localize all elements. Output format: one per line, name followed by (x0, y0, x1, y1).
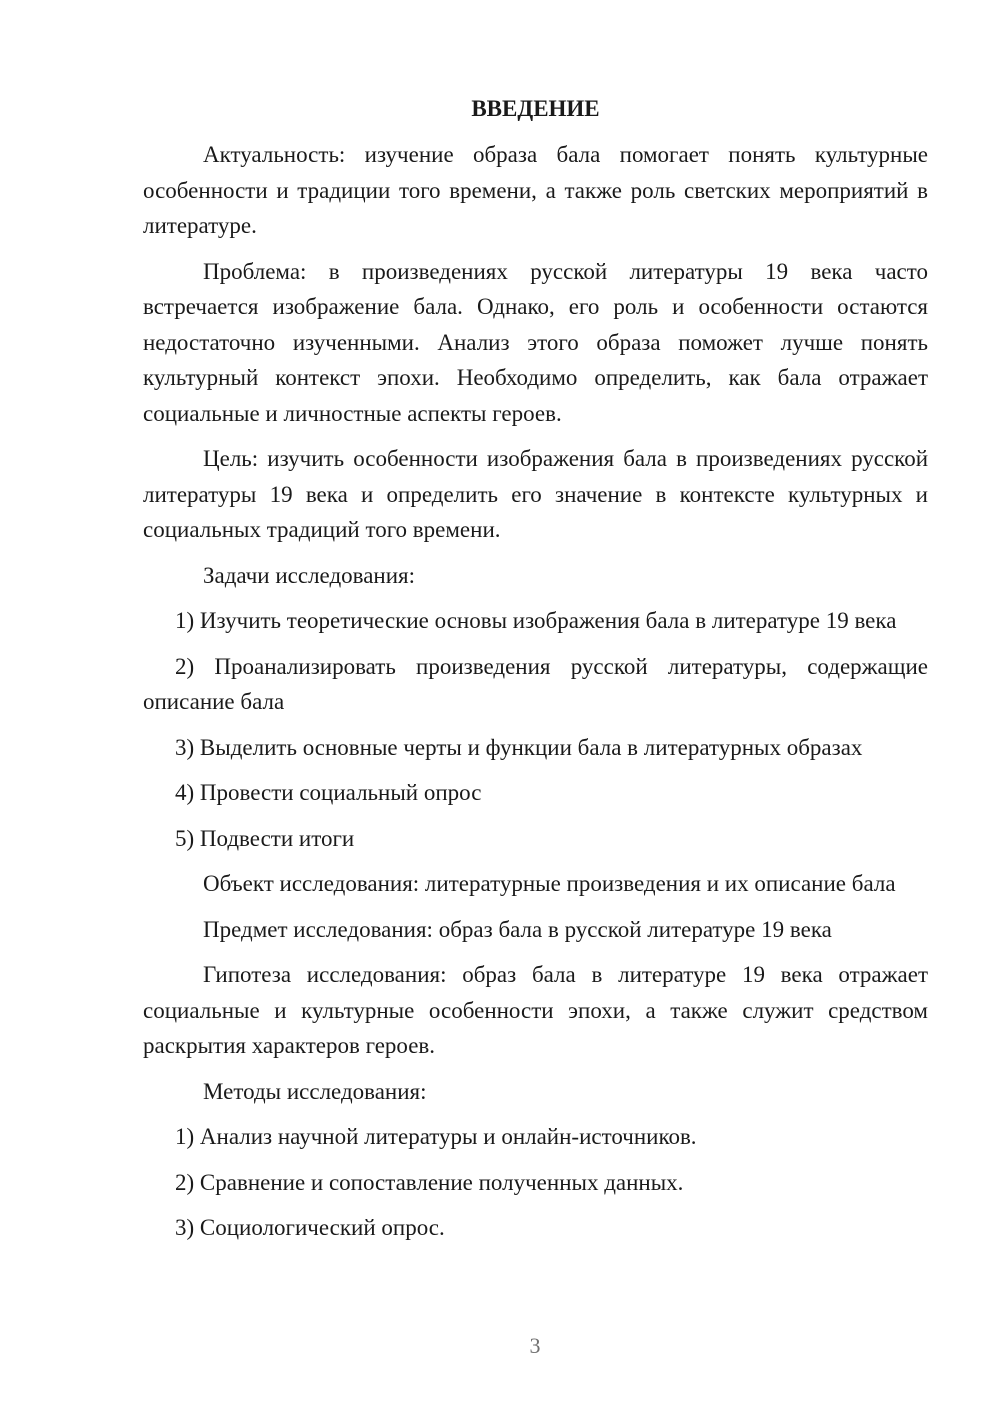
task-item: 5) Подвести итоги (175, 825, 355, 851)
task-item: 1) Изучить теоретические основы изображения бала в литературе 19 века (175, 608, 897, 633)
method-item: 2) Сравнение и сопоставление полученных данных. (175, 1169, 684, 1195)
tasks-heading: Задачи исследования: (203, 562, 416, 588)
hypothesis-paragraph: Гипотеза исследования: образ бала в литературе 19 века отражает социальные и культурные особенности эпохи, а также служит средством раскрытия характеров героев. (143, 962, 928, 1058)
task-item: 4) Провести социальный опрос (175, 780, 482, 805)
methods-heading: Методы исследования: (203, 1078, 427, 1104)
goal-paragraph: Цель: изучить особенности изображения бала в произведениях русской литературы 19 века и определить его значение в контексте культурных и социальных традиций того времени. (143, 446, 928, 542)
method-item: 1) Анализ научной литературы и онлайн-источников. (175, 1124, 697, 1149)
subject-paragraph: Предмет исследования: образ бала в русской литературе 19 века (203, 916, 832, 942)
object-paragraph: Объект исследования: литературные произведения и их описание бала (203, 871, 896, 896)
section-title: ВВЕДЕНИЕ (471, 96, 600, 121)
relevance-paragraph: Актуальность: изучение образа бала помогает понять культурные особенности и традиции того времени, а также роль светских мероприятий в литературе. (143, 142, 928, 238)
problem-paragraph: Проблема: в произведениях русской литературы 19 века часто встречается изображение бала. Однако, его роль и особенности остаются недостаточно изученными. Анализ этого образа поможет лучше понять культурный контекст эпохи. Необходимо определить, как бала отражает социальные и личностные аспекты героев. (143, 258, 928, 426)
page-number: 3 (529, 1333, 541, 1358)
task-item: 2) Проанализировать произведения русской литературы, содержащие описание бала (143, 653, 928, 714)
method-item: 3) Социологический опрос. (175, 1215, 445, 1240)
task-item: 3) Выделить основные черты и функции бала в литературных образах (175, 734, 863, 760)
page-content (143, 91, 928, 1256)
